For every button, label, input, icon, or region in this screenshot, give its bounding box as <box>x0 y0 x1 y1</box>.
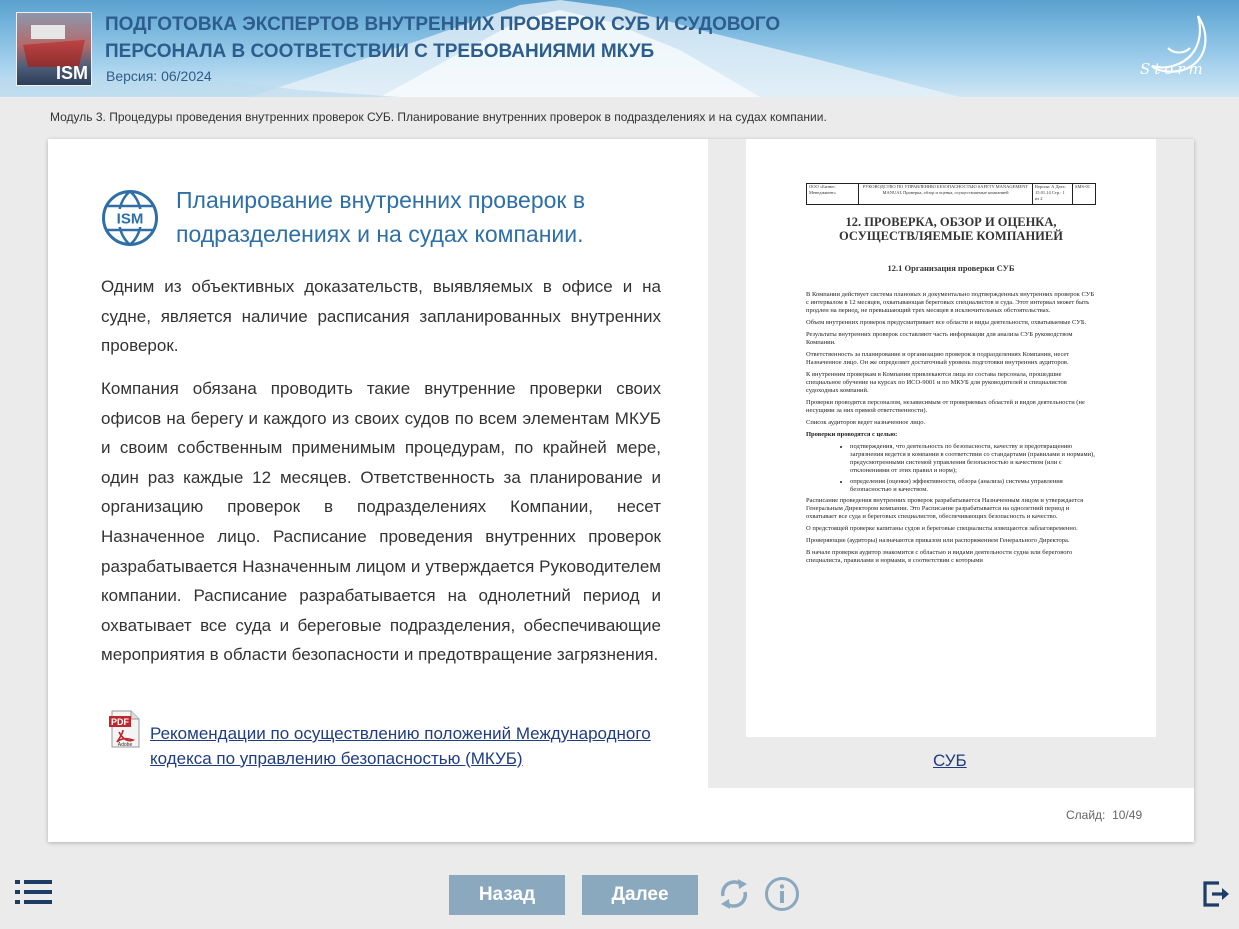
doc-paragraph: Расписание проведения внутренних проверок разрабатывается Назначенным лицом и утверждается Генеральным Директором компании. Это Расписание разрабатывается на однолетний период и охватывает все суда и береговых специалистов, обеспечивающих безопасность и качество. <box>806 497 1084 520</box>
doc-paragraph: Результаты внутренних проверок составляют часть информации для анализа СУБ руководством Компании. <box>806 331 1073 346</box>
header-banner <box>0 0 1239 97</box>
paragraph-1: Одним из объективных доказательств, выявляемых в офисе и на судне, является наличие расписания запланированных внутренних проверок. <box>101 277 661 356</box>
document-caption-link[interactable]: СУБ <box>933 751 967 770</box>
document-body <box>806 291 1096 565</box>
course-title: ПОДГОТОВКА ЭКСПЕРТОВ ВНУТРЕННИХ ПРОВЕРОК СУБ И СУДОВОГО ПЕРСОНАЛА В СООТВЕТСТВИИ С ТРЕБОВАНИЯМИ МКУБ <box>105 14 781 62</box>
doc-head-cell: РУКОВОДСТВО ПО УПРАВЛЕНИЮ БЕЗОПАСНОСТЬЮ SAFETY MANAGEMENT MANUAL Проверка, обзор и оценка, осуществляемые компанией <box>859 184 1033 204</box>
doc-paragraph: К внутренним проверкам в Компании привлекаются лица из состава персонала, прошедшие специальное обучение на курсах по ИСО-9001 и по МКУБ для руководителей и специалистов судоходных компаний. <box>806 371 1067 394</box>
pdf-document-link[interactable]: Рекомендации по осуществлению положений Международного кодекса по управлению безопасностью (МКУБ) <box>150 724 651 768</box>
svg-text:PDF: PDF <box>111 717 129 727</box>
ship-thumbnail <box>16 12 92 86</box>
doc-paragraph: Список аудиторов ведет назначенное лицо. <box>806 419 926 426</box>
refresh-icon[interactable] <box>716 876 752 912</box>
doc-paragraph: В начале проверки аудитор знакомится с областью и видами деятельности судна или берегового специалиста, правилами и нормами, в соответствии с которыми <box>806 549 1073 564</box>
ism-globe-icon <box>101 189 159 247</box>
breadcrumb: Модуль 3. Процедуры проведения внутренних проверок СУБ. Планирование внутренних проверок в подразделениях и на судах компании. <box>50 110 827 124</box>
pdf-icon <box>109 710 141 748</box>
document-section: 12.1 Организация проверки СУБ <box>887 263 1015 273</box>
document-image[interactable] <box>746 139 1156 737</box>
svg-text:Adobe: Adobe <box>117 742 133 748</box>
ism-icon-label: ISM <box>116 210 144 228</box>
document-title: 12. ПРОВЕРКА, ОБЗОР И ОЦЕНКА, ОСУЩЕСТВЛЯЕМЫЕ КОМПАНИЕЙ <box>839 215 1063 243</box>
doc-paragraph: Проверяющие (аудиторы) назначаются приказом или распоряжением Генерального Директора. <box>806 537 1070 544</box>
document-preview-panel <box>708 139 1194 788</box>
paragraph-2: Компания обязана проводить такие внутренние проверки своих офисов на берегу и каждого из своих судов по всем элементам МКУБ и своим собственным применимым процедурам, по крайней мере, один раз каждые 12 месяцев. Ответственность за планирование и организацию проверок в подразделениях Компании, несет Назначенное лицо. Расписание проведения внутренних проверок разрабатывается Назначенным лицом и утверждается Руководителем компании. Расписание разрабатывается на однолетний период и охватывает все суда и береговые подразделения, обеспечивающие мероприятия в области безопасности и предотвращение загрязнения. <box>101 379 661 665</box>
doc-head-cell: ООО «Бизнес Менеджмент» <box>807 184 859 204</box>
doc-bold-line: Проверки проводятся с целью: <box>806 431 898 438</box>
doc-bullet: • определения (оценки) эффективности, обзора (анализа) системы управления безопасностью и качеством. <box>850 478 1096 494</box>
slide-counter <box>1066 808 1142 822</box>
slide-separator: / <box>1125 808 1129 822</box>
exit-icon[interactable] <box>1202 880 1230 908</box>
slide-card <box>48 139 1194 842</box>
course-version: Версия: 06/2024 <box>106 68 212 84</box>
next-button[interactable]: Далее <box>582 875 698 915</box>
thumbnail-label: ISM <box>55 63 88 83</box>
doc-paragraph: Объем внутренних проверок предусматривает все области и виды деятельности, охватываемые СУБ. <box>806 319 1087 326</box>
doc-paragraph: О предстоящей проверке капитаны судов и береговые специалисты извещаются заблаговременно. <box>806 525 1078 532</box>
info-icon[interactable] <box>764 876 800 912</box>
menu-list-icon[interactable] <box>15 879 52 905</box>
slide-heading: Планирование внутренних проверок в подразделениях и на судах компании. <box>176 187 586 247</box>
doc-paragraph: Ответственность за планирование и организацию проверок в подразделениях Компании, несет Назначенное лицо. Он же определяет достаточный уровень подготовки внутренних аудиторов. <box>806 351 1070 366</box>
slide-label: Слайд: <box>1066 808 1106 822</box>
doc-bullet: • подтверждения, что деятельность по безопасности, качеству и предотвращению загрязнения ведется в компании в соответствии со стандартами (правилами и нормами), предусмотренными системой управления безопасностью и качеством (или с отклонениями от этих правил и норм); <box>850 443 1096 475</box>
slide-current: 10 <box>1112 808 1126 822</box>
doc-paragraph: Проверки проводятся персоналом, независимым от проверяемых областей и видов деятельности (не несущими за них прямой ответственности). <box>806 399 1085 414</box>
doc-head-cell: Версия: А Дата: 15.01.14 Стр.: 1 из 2 <box>1033 184 1073 204</box>
brand-name: Storm <box>1140 60 1207 78</box>
document-header-table <box>806 183 1096 205</box>
back-button[interactable]: Назад <box>449 875 565 915</box>
doc-paragraph: В Компании действует система плановых и документально подтвержденных внутренних проверок СУБ с интервалом в 12 месяцев, охватывающая береговых специалистов и суда. Этот интервал может быть продлен на период, не превышающий трех месяцев в исключительных обстоятельствах. <box>806 291 1095 314</box>
doc-head-cell: SMS-01 <box>1075 184 1091 189</box>
slide-total: 49 <box>1128 808 1143 822</box>
